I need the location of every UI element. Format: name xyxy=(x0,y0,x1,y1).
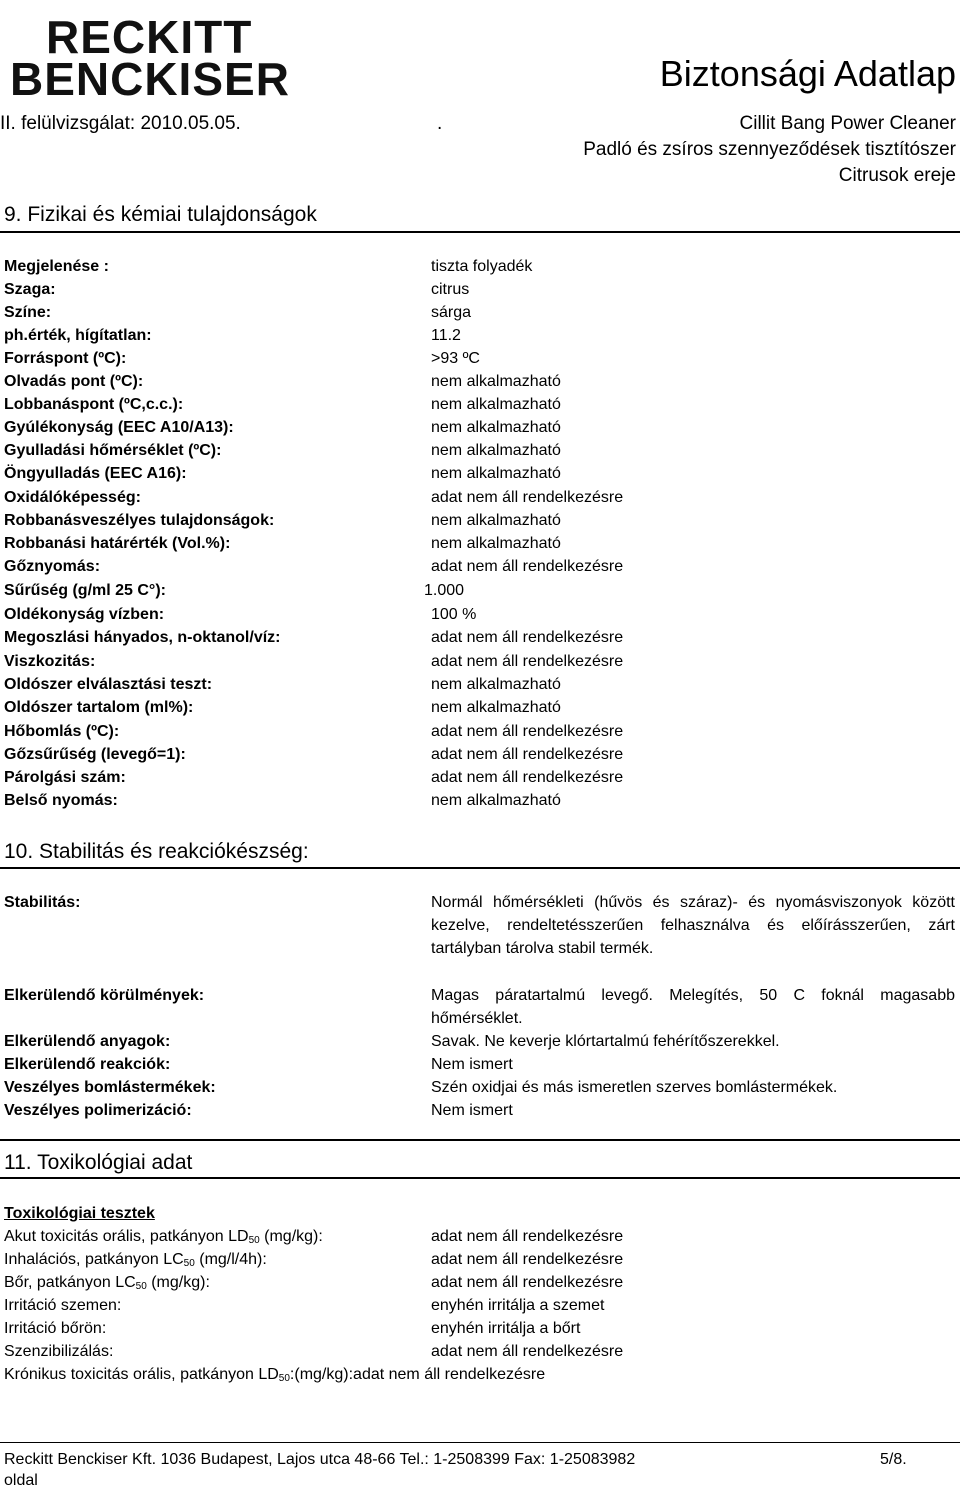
tox-label: Inhalációs, patkányon $LC_{50}$ (mg/l/4h): xyxy=(4,1251,267,1269)
tox-value: enyhén irritálja a szemet xyxy=(431,1297,605,1314)
section10-title: 10. Stabilitás és reakciókészség: xyxy=(4,840,309,863)
prop-label: Hőbomlás (ºC): xyxy=(4,723,120,740)
prop-value: adat nem áll rendelkezésre xyxy=(431,629,624,646)
product-name: Cillit Bang Power Cleaner xyxy=(739,113,956,134)
revision-date: II. felülvizsgálat: 2010.05.05. xyxy=(0,113,241,134)
prop-value: adat nem áll rendelkezésre xyxy=(431,746,624,763)
tox-value: adat nem áll rendelkezésre xyxy=(431,1343,624,1360)
prop-label: Oldószer elválasztási teszt: xyxy=(4,676,213,693)
prop-value: citrus xyxy=(431,281,470,298)
prop-label: Forráspont (ºC): xyxy=(4,350,127,367)
prop-value: nem alkalmazható xyxy=(431,535,561,552)
prop-label: Párolgási szám: xyxy=(4,769,126,786)
tox-tests-subtitle: Toxikológiai tesztek xyxy=(4,1205,155,1222)
stability-label: Stabilitás: xyxy=(4,894,81,911)
prop-value: 1.000 xyxy=(424,582,465,599)
prop-value: tiszta folyadék xyxy=(431,258,533,275)
logo-line2: BENCKISER xyxy=(10,53,290,105)
prop-label: Szaga: xyxy=(4,281,56,298)
prop-label: Gyulladási hőmérséklet (ºC): xyxy=(4,442,222,459)
polymerization-value: Nem ismert xyxy=(431,1102,513,1119)
tox-label: Akut toxicitás orális, patkányon $LD_{50}$ (mg/kg): xyxy=(4,1228,323,1246)
prop-label: ph.érték, hígítatlan: xyxy=(4,327,152,344)
conditions-to-avoid-label: Elkerülendő körülmények: xyxy=(4,987,205,1004)
tox-label: Bőr, patkányon $LC_{50}$ (mg/kg): xyxy=(4,1274,210,1292)
prop-label: Gőzsűrűség (levegő=1): xyxy=(4,746,186,763)
stability-value: Normál hőmérsékleti (hűvös és száraz)- és nyomásviszonyok között kezelve, rendeltetésszerűen felhasználva és előírásszerűen, zárt tartályban tárolva stabil termék. xyxy=(431,894,955,957)
section11-rule xyxy=(0,1177,960,1179)
prop-label: Olvadás pont (ºC): xyxy=(4,373,144,390)
prop-value: nem alkalmazható xyxy=(431,373,561,390)
materials-to-avoid-value: Savak. Ne keverje klórtartalmú fehérítőszerekkel. xyxy=(431,1033,780,1050)
prop-label: Belső nyomás: xyxy=(4,792,118,809)
section9-rule xyxy=(0,231,960,233)
prop-value: nem alkalmazható xyxy=(431,676,561,693)
prop-label: Robbanási határérték (Vol.%): xyxy=(4,535,231,552)
prop-value: nem alkalmazható xyxy=(431,512,561,529)
prop-label: Öngyulladás (EEC A16): xyxy=(4,465,187,482)
doc-title: Biztonsági Adatlap xyxy=(659,53,956,94)
prop-value: adat nem áll rendelkezésre xyxy=(431,769,624,786)
materials-to-avoid-label: Elkerülendő anyagok: xyxy=(4,1033,171,1050)
prop-value: 100 % xyxy=(431,606,477,623)
prop-value: adat nem áll rendelkezésre xyxy=(431,723,624,740)
prop-value: adat nem áll rendelkezésre xyxy=(431,653,624,670)
product-description: Padló és zsíros szennyeződések tisztítószer xyxy=(583,139,956,160)
prop-value: 11.2 xyxy=(431,327,461,344)
decomposition-products-value: Szén oxidjai és más ismeretlen szerves bomlástermékek. xyxy=(431,1079,838,1096)
tox-value: enyhén irritálja a bőrt xyxy=(431,1320,581,1337)
prop-label: Lobbanáspont (ºC,c.c.): xyxy=(4,396,184,413)
polymerization-label: Veszélyes polimerizáció: xyxy=(4,1102,192,1119)
tox-label: Irritáció szemen: xyxy=(4,1297,122,1314)
conditions-to-avoid-value: Magas páratartalmú levegő. Melegítés, 50 C foknál magasabb hőmérséklet. xyxy=(431,987,955,1027)
section11-title: 11. Toxikológiai adat xyxy=(4,1151,193,1174)
chronic-tox-row: Krónikus toxicitás orális, patkányon $LD_{50}:(mg/kg):adat$ nem áll rendelkezésre xyxy=(4,1366,546,1384)
prop-label: Sűrűség (g/ml 25 C°): xyxy=(4,582,166,599)
section11-top-rule xyxy=(0,1139,960,1141)
prop-label: Megoszlási hányados, n-oktanol/víz: xyxy=(4,629,281,646)
tox-value: adat nem áll rendelkezésre xyxy=(431,1274,624,1291)
prop-label: Oldószer tartalom (ml%): xyxy=(4,699,194,716)
prop-label: Gyúlékonyság (EEC A10/A13): xyxy=(4,419,234,436)
tox-value: adat nem áll rendelkezésre xyxy=(431,1228,624,1245)
prop-label: Színe: xyxy=(4,304,52,321)
prop-value: nem alkalmazható xyxy=(431,792,561,809)
product-variant: Citrusok ereje xyxy=(838,165,956,186)
revision-dot: . xyxy=(437,113,443,134)
prop-label: Viszkozitás: xyxy=(4,653,96,670)
footer-rule xyxy=(0,1442,960,1443)
prop-value: nem alkalmazható xyxy=(431,465,561,482)
decomposition-products-label: Veszélyes bomlástermékek: xyxy=(4,1079,216,1096)
footer-address: Reckitt Benckiser Kft. 1036 Budapest, Lajos utca 48-66 Tel.: 1-2508399 Fax: 1-25083982 xyxy=(4,1451,636,1468)
prop-label: Oxidálóképesség: xyxy=(4,489,141,506)
prop-value: nem alkalmazható xyxy=(431,699,561,716)
footer-page-number: 5/8. xyxy=(880,1451,907,1468)
tox-value: adat nem áll rendelkezésre xyxy=(431,1251,624,1268)
section9-title: 9. Fizikai és kémiai tulajdonságok xyxy=(4,203,317,226)
footer-page-word: oldal xyxy=(4,1472,38,1489)
section10-rule xyxy=(0,867,960,869)
prop-label: Oldékonyság vízben: xyxy=(4,606,165,623)
prop-label: Robbanásveszélyes tulajdonságok: xyxy=(4,512,275,529)
prop-value: nem alkalmazható xyxy=(431,396,561,413)
prop-value: adat nem áll rendelkezésre xyxy=(431,489,624,506)
prop-value: nem alkalmazható xyxy=(431,442,561,459)
prop-value: nem alkalmazható xyxy=(431,419,561,436)
chronic-tox-value: adat nem áll rendelkezésre xyxy=(353,1366,546,1383)
reactions-to-avoid-label: Elkerülendő reakciók: xyxy=(4,1056,171,1073)
tox-label: Szenzibilizálás: xyxy=(4,1343,114,1360)
prop-value: sárga xyxy=(431,304,472,321)
prop-value: adat nem áll rendelkezésre xyxy=(431,558,624,575)
prop-label: Megjelenése : xyxy=(4,258,109,275)
logo-line1: RECKITT xyxy=(46,11,253,63)
reactions-to-avoid-value: Nem ismert xyxy=(431,1056,513,1073)
prop-value: >93 ºC xyxy=(431,350,480,367)
tox-label: Irritáció bőrön: xyxy=(4,1320,107,1337)
prop-label: Gőznyomás: xyxy=(4,558,101,575)
